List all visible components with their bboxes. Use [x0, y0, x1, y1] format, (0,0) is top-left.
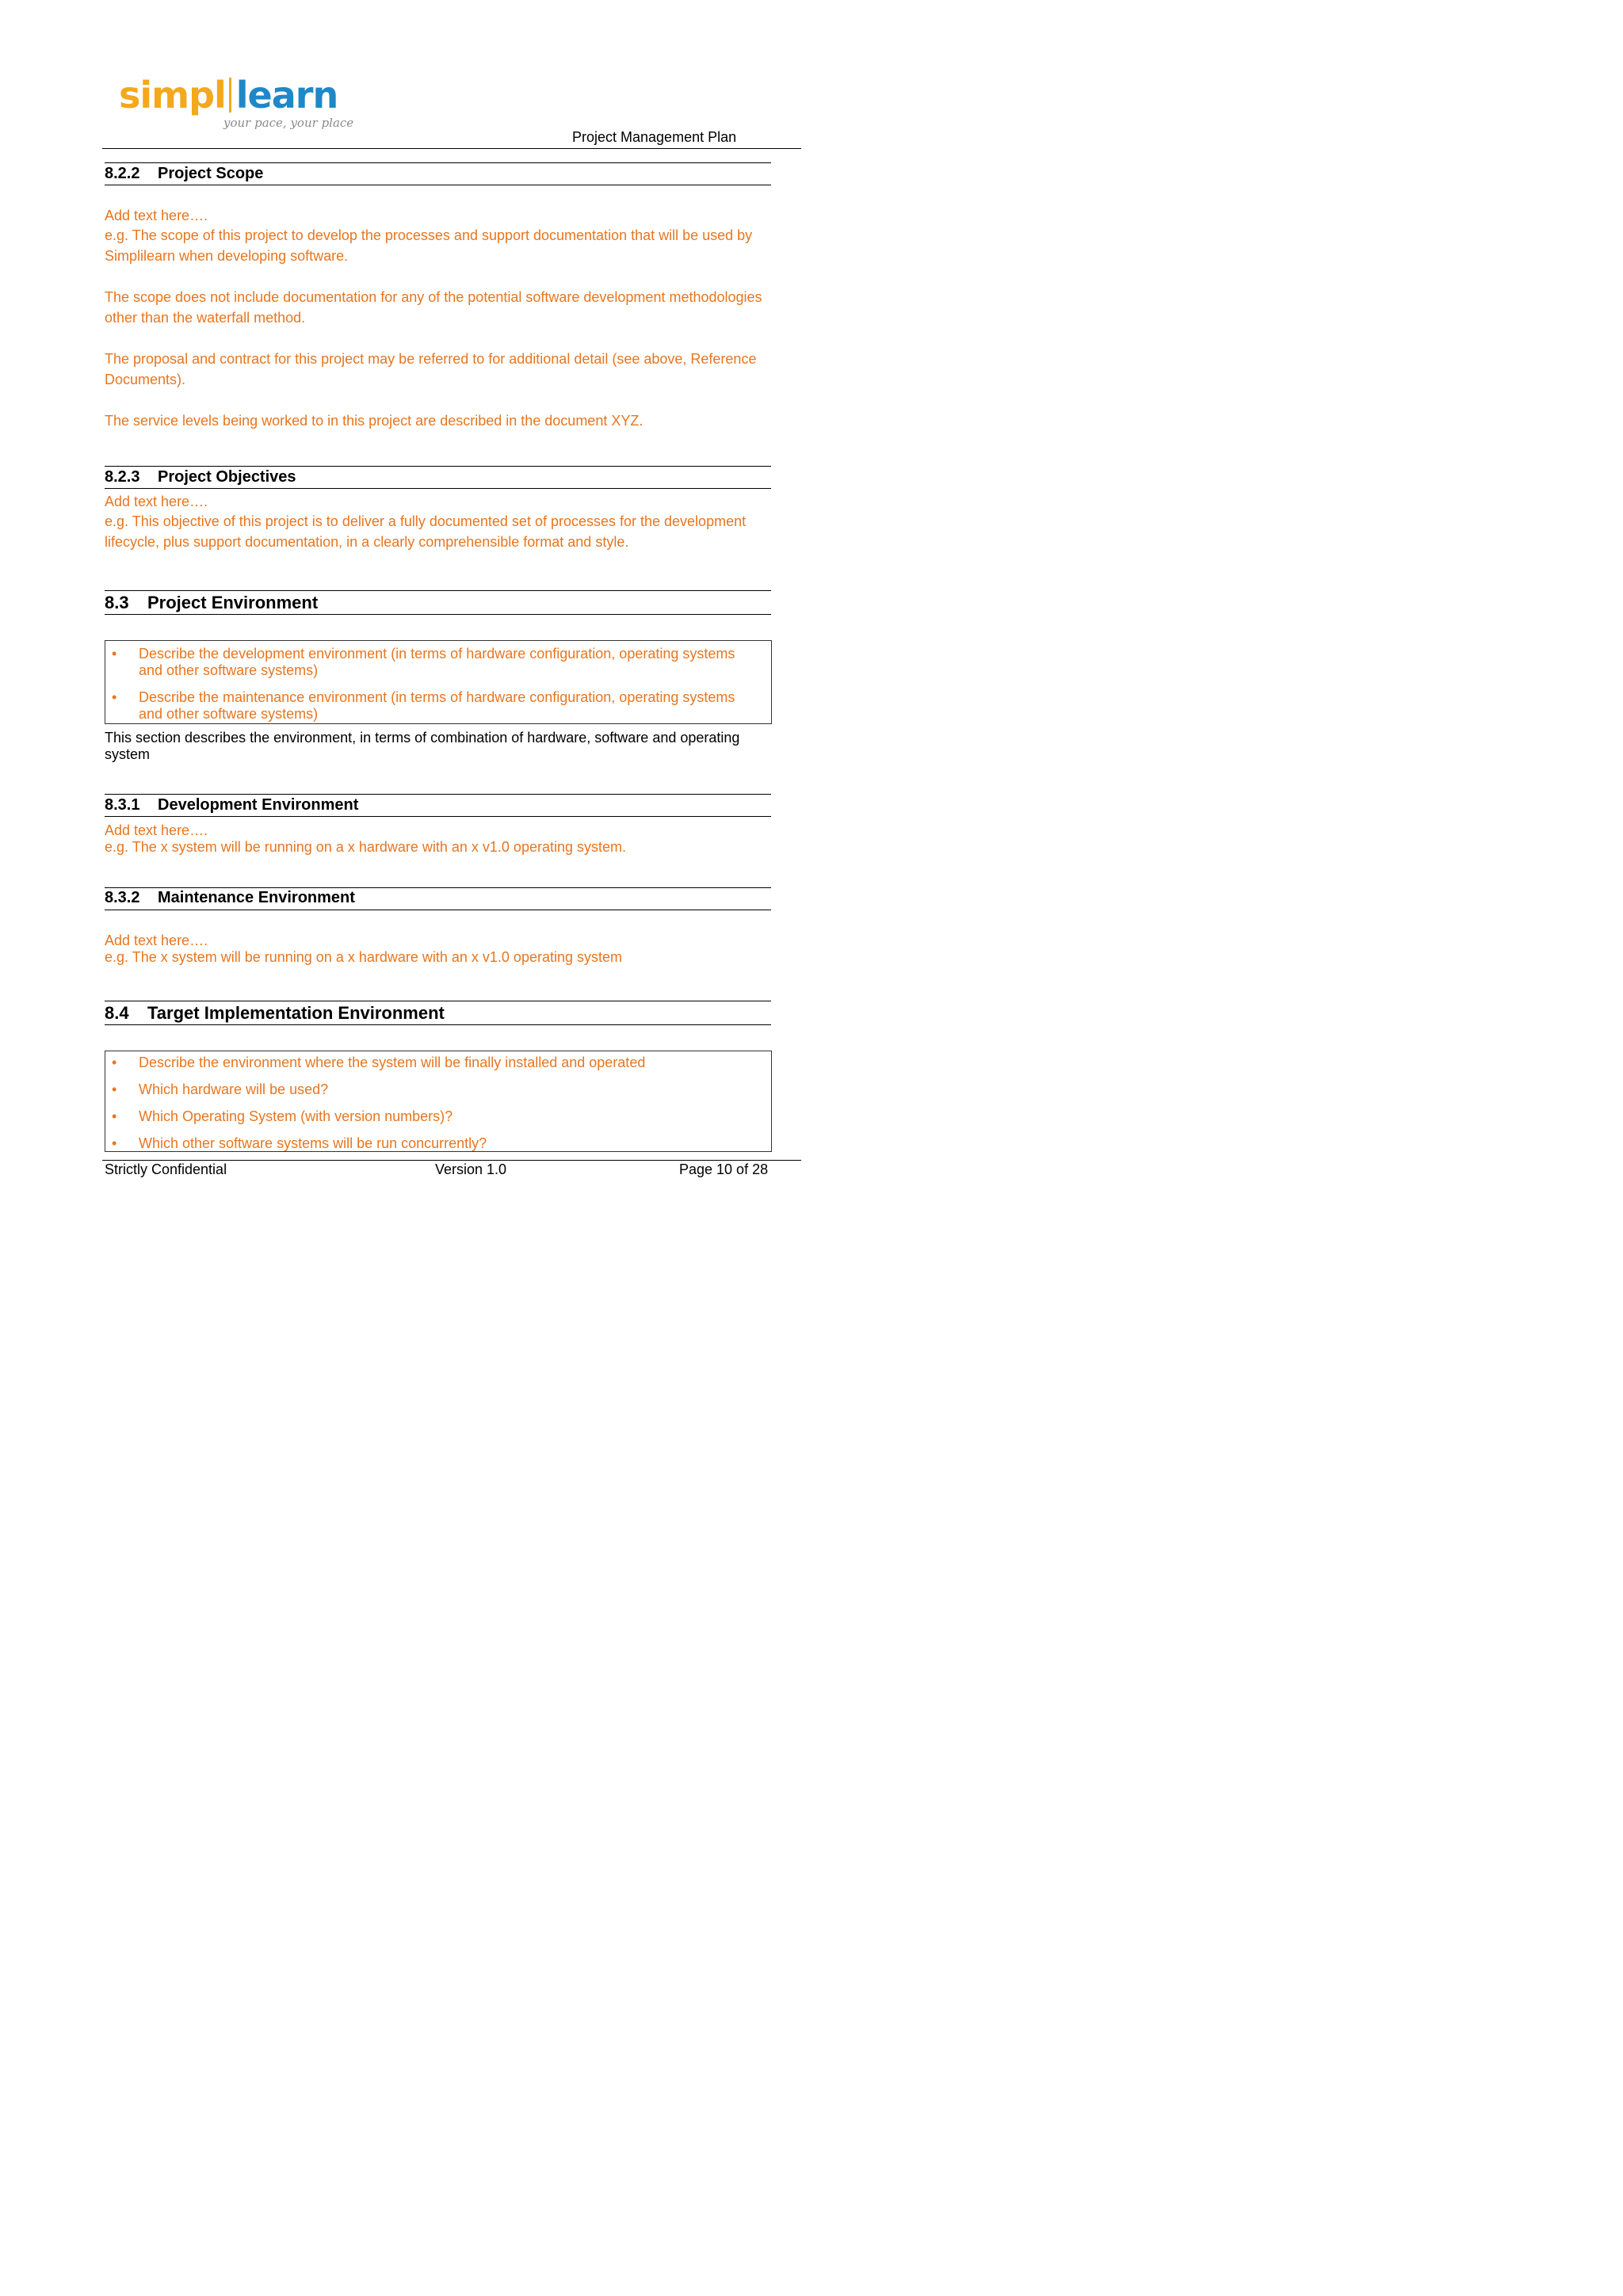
bullet-icon: • [112, 1055, 117, 1070]
heading-rule-top [105, 590, 771, 591]
maintenance-example: e.g. The x system will be running on a x hardware with an x v1.0 operating system [105, 949, 622, 965]
scope-service-levels: The service levels being worked to in this project are described in the document XYZ. [105, 413, 643, 429]
footer-rule [102, 1160, 801, 1161]
instruction-bullet: Describe the development environment (in terms of hardware configuration, operating systems and other software systems) [139, 646, 735, 678]
heading-8-2-2: 8.2.2 Project Scope [105, 165, 264, 182]
header-rule [102, 148, 801, 149]
objectives-example: e.g. This objective of this project is to deliver a fully documented set of processes for the development lifecycle, plus support documentation, in a clearly comprehensible format and style. [105, 513, 747, 550]
development-example: e.g. The x system will be running on a x hardware with an x v1.0 operating system. [105, 839, 626, 855]
objectives-placeholder: Add text here…. [105, 494, 208, 509]
bullet-icon: • [112, 646, 117, 662]
bullet-icon: • [112, 1108, 117, 1124]
heading-8-3-2: 8.3.2 Maintenance Environment [105, 889, 355, 906]
bullet-icon: • [112, 689, 117, 705]
instruction-box [105, 640, 772, 724]
instruction-bullet: Describe the maintenance environment (in terms of hardware configuration, operating systems and other software systems) [139, 689, 735, 722]
bullet-icon: • [112, 1081, 117, 1097]
development-placeholder: Add text here…. [105, 822, 208, 838]
heading-8-2-3: 8.2.3 Project Objectives [105, 468, 296, 486]
document-title: Project Management Plan [572, 129, 737, 145]
heading-rule-top [105, 162, 771, 163]
instruction-bullet: Describe the environment where the system will be finally installed and operated [139, 1055, 646, 1070]
heading-rule-top [105, 794, 771, 795]
instruction-box [105, 1051, 772, 1152]
simplilearn-logo: simpl learn your pace, your place [119, 74, 354, 130]
footer-version: Version 1.0 [435, 1161, 507, 1177]
heading-rule-bottom [105, 614, 771, 615]
scope-example: e.g. The scope of this project to develop the processes and support documentation that will be used by Simplilearn when developing software. [105, 227, 753, 264]
environment-description: This section describes the environment, in terms of combination of hardware, software and operating system [105, 730, 740, 762]
heading-rule-bottom [105, 1024, 771, 1025]
heading-rule-top [105, 887, 771, 888]
scope-references: The proposal and contract for this project may be referred to for additional detail (see above, Reference Documents). [105, 351, 757, 387]
footer-confidentiality: Strictly Confidential [105, 1161, 227, 1177]
heading-8-4: 8.4 Target Implementation Environment [105, 1003, 445, 1023]
heading-8-3-1: 8.3.1 Development Environment [105, 796, 359, 814]
instruction-bullet: Which hardware will be used? [139, 1081, 329, 1097]
heading-rule-bottom [105, 816, 771, 817]
heading-8-3: 8.3 Project Environment [105, 593, 319, 612]
maintenance-placeholder: Add text here…. [105, 933, 208, 948]
heading-rule-top [105, 466, 771, 467]
footer-page-number: Page 10 of 28 [679, 1161, 769, 1177]
bullet-icon: • [112, 1135, 117, 1151]
instruction-bullet: Which Operating System (with version numbers)? [139, 1108, 453, 1124]
heading-rule-bottom [105, 488, 771, 489]
scope-placeholder: Add text here…. [105, 208, 208, 223]
instruction-bullet: Which other software systems will be run concurrently? [139, 1135, 487, 1151]
scope-exclusions: The scope does not include documentation for any of the potential software development methodologies other than the waterfall method. [105, 289, 762, 326]
logo-tagline: your pace, your place [223, 116, 354, 130]
